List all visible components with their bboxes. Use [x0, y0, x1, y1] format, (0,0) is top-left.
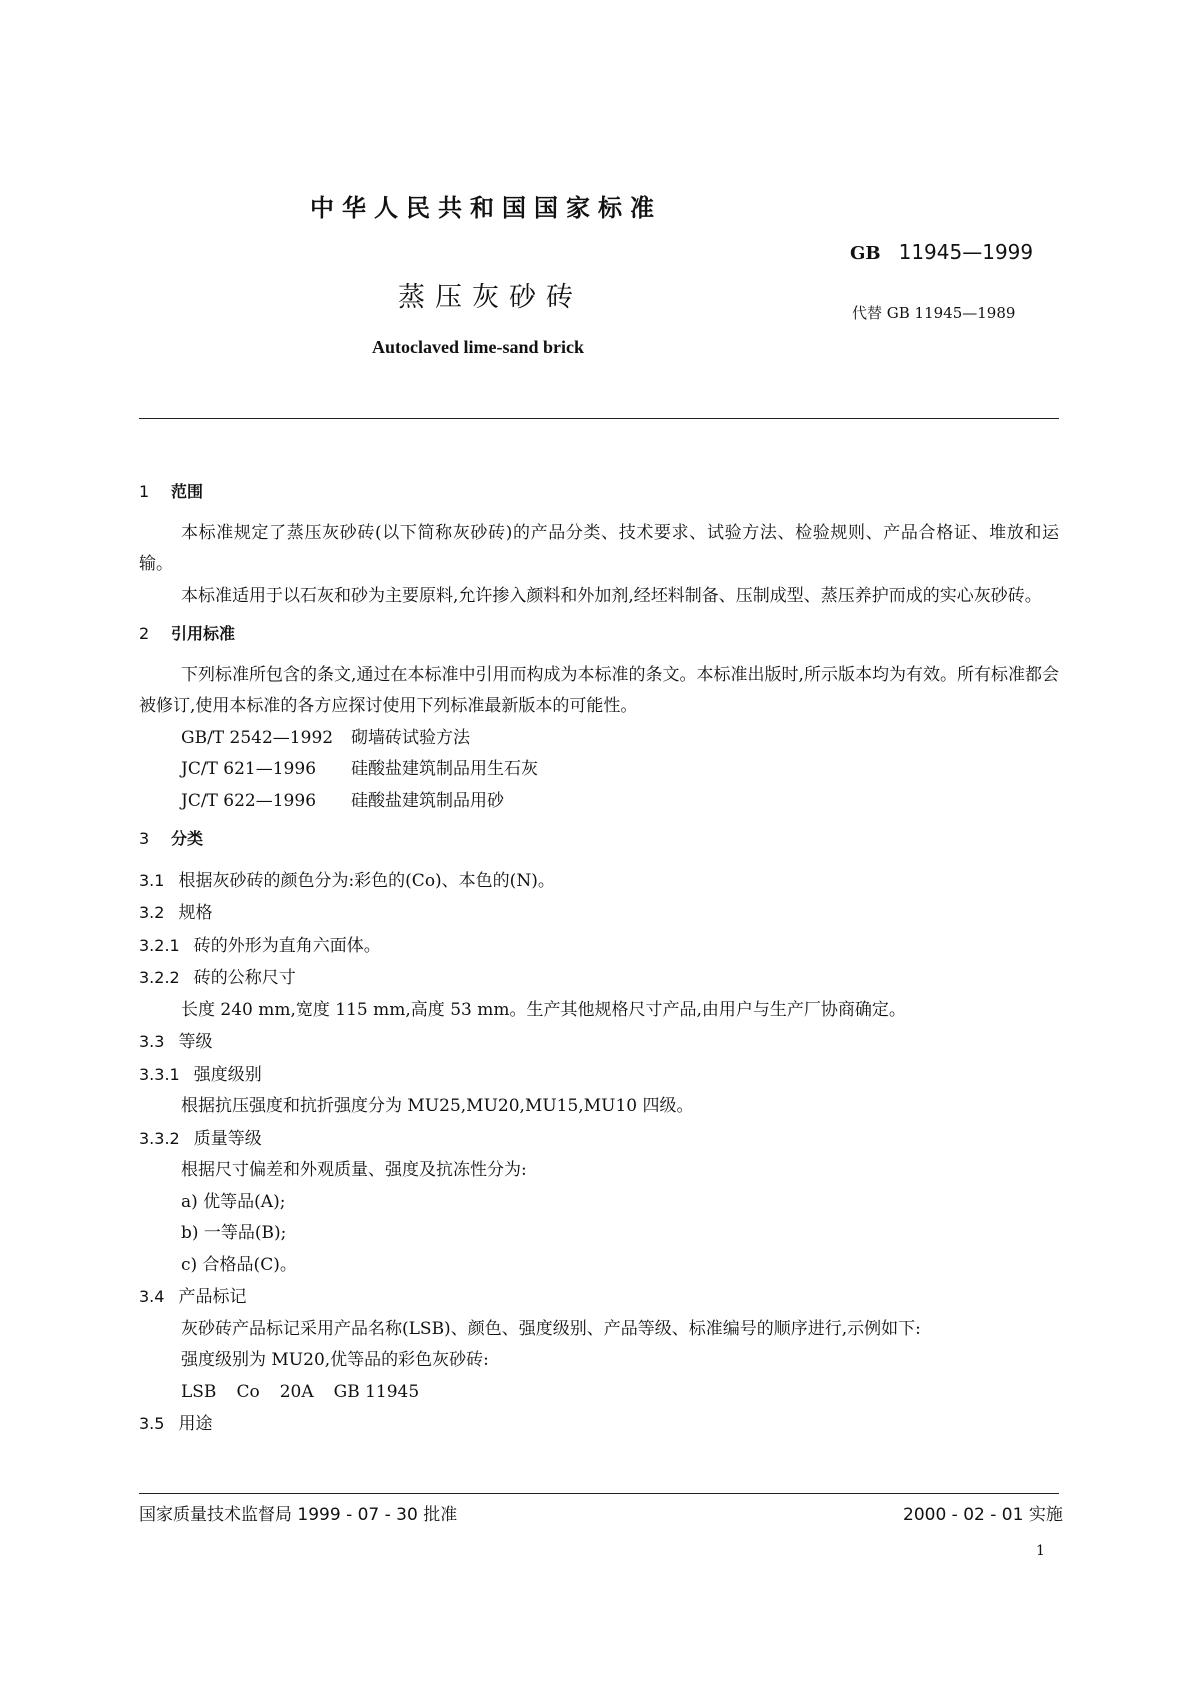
- standard-code: [850, 240, 1033, 264]
- section-2-heading: 2 引用标准: [139, 624, 236, 643]
- reference-item: JC/T 622—1996 硅酸盐建筑制品用砂: [181, 790, 504, 811]
- approval-line: 国家质量技术监督局 1999 - 07 - 30 批准: [139, 1505, 458, 1525]
- clause-3-2-1: 3.2.1 砖的外形为直角六面体。: [139, 935, 381, 956]
- document-body: [139, 476, 1059, 1441]
- clause-3-2-2: 3.2.2 砖的公称尺寸: [139, 968, 296, 988]
- document-title-en: Autoclaved lime-sand brick: [372, 337, 585, 357]
- reference-item: JC/T 621—1996 硅酸盐建筑制品用生石灰: [181, 759, 538, 779]
- clause-3-3-2: 3.3.2 质量等级: [139, 1128, 262, 1149]
- clause-3-3-1: 3.3.1 强度级别: [139, 1064, 262, 1085]
- header-divider: [139, 418, 1059, 419]
- clause-3-3-2-body: 根据尺寸偏差和外观质量、强度及抗冻性分为:: [181, 1160, 527, 1180]
- reference-item: GB/T 2542—1992 砌墙砖试验方法: [181, 727, 470, 748]
- clause-3-3: 3.3 等级: [139, 1032, 213, 1052]
- clause-3-2-2-body: 长度 240 mm,宽度 115 mm,高度 53 mm。生产其他规格尺寸产品,由用户与生产厂协商确定。: [181, 999, 906, 1020]
- effective-date: 2000 - 02 - 01 实施: [903, 1505, 1063, 1525]
- code-prefix: GB: [850, 243, 881, 264]
- s2-paragraph-1: 下列标准所包含的条文,通过在本标准中引用而构成为本标准的条文。本标准出版时,所示版本均为有效。所有标准都会被修订,使用本标准的各方应探讨使用下列标准最新版本的可能性。: [139, 664, 1059, 716]
- s1-paragraph-2: 本标准适用于以石灰和砂为主要原料,允许掺入颜料和外加剂,经坯料制备、压制成型、蒸压养护而成的实心灰砂砖。: [181, 585, 1042, 606]
- grade-item: b) 一等品(B);: [181, 1223, 287, 1243]
- replaces-standard: 代替 GB 11945—1989: [852, 304, 1016, 322]
- footer-divider: [139, 1493, 1059, 1494]
- clause-3-5: 3.5 用途: [139, 1414, 213, 1434]
- code-number: 11945—1999: [898, 240, 1034, 264]
- section-3-heading: 3 分类: [139, 829, 204, 848]
- clause-3-3-1-body: 根据抗压强度和抗折强度分为 MU25,MU20,MU15,MU10 四级。: [181, 1096, 694, 1116]
- grade-item: c) 合格品(C)。: [181, 1254, 297, 1275]
- clause-3-1: 3.1 根据灰砂砖的颜色分为:彩色的(Co)、本色的(N)。: [139, 870, 555, 891]
- s1-paragraph-1: 本标准规定了蒸压灰砂砖(以下简称灰砂砖)的产品分类、技术要求、试验方法、检验规则、产品合格证、堆放和运输。: [139, 522, 1059, 574]
- org-title: 中华人民共和国国家标准: [310, 194, 662, 222]
- clause-3-2: 3.2 规格: [139, 903, 213, 923]
- product-mark-example: LSB Co 20A GB 11945: [181, 1381, 420, 1402]
- page-number: 1: [1036, 1543, 1045, 1559]
- clause-3-4-body-2: 强度级别为 MU20,优等品的彩色灰砂砖:: [181, 1350, 489, 1370]
- section-1-heading: 1 范围: [139, 482, 204, 501]
- clause-3-4-body-1: 灰砂砖产品标记采用产品名称(LSB)、颜色、强度级别、产品等级、标准编号的顺序进行,示例如下:: [181, 1318, 921, 1339]
- document-title: 蒸压灰砂砖: [398, 282, 583, 313]
- grade-item: a) 优等品(A);: [181, 1191, 286, 1212]
- clause-3-4: 3.4 产品标记: [139, 1287, 247, 1307]
